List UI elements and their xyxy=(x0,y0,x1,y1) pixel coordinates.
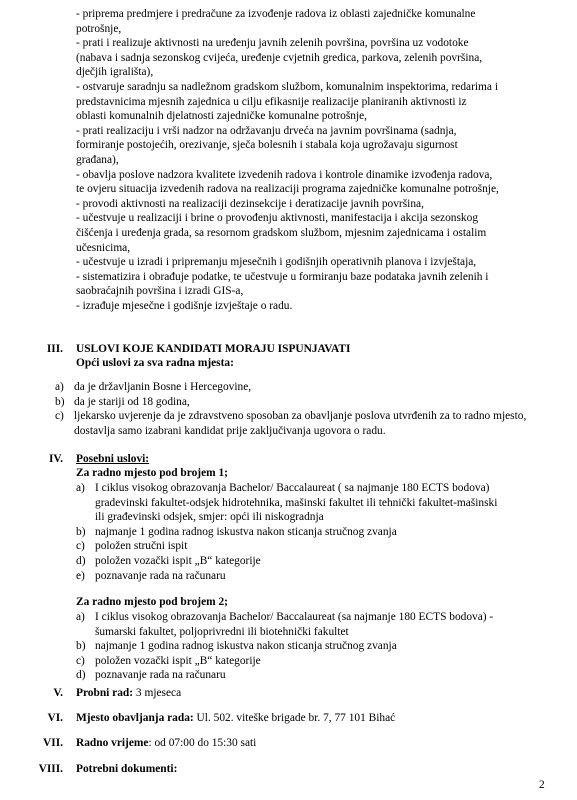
duty-item xyxy=(76,7,556,36)
duties-list xyxy=(76,7,556,313)
list-item-text xyxy=(74,395,190,410)
duty-line: dječjih igrališta), xyxy=(76,66,154,79)
list-item-label: d) xyxy=(76,554,86,567)
duty-line: formiranje postojećih, orezivanje, sječa bolesnih i stabala koja ugrožavaju sigurnost xyxy=(76,139,458,152)
working-hours-value: : od 07:00 do 15:30 sati xyxy=(148,737,257,749)
section-6-number: VI. xyxy=(47,712,63,724)
list-item-text xyxy=(74,380,251,395)
list-item-line: najmanje 1 godina radnog iskustva nakon sticanja stručnog zvanja xyxy=(95,640,397,653)
duty-item xyxy=(76,36,556,80)
list-item-line: dostavlja samo izabrani kandidat prije zaključivanja ugovora o radu. xyxy=(74,424,386,437)
duty-item xyxy=(76,124,556,168)
list-item-label: b) xyxy=(76,525,86,538)
list-item-line: poznavanje rada na računaru xyxy=(95,669,226,682)
duty-item xyxy=(76,270,556,299)
list-item-text xyxy=(95,525,397,540)
list-item-line: najmanje 1 godina radnog iskustva nakon sticanja stručnog zvanja xyxy=(95,525,397,538)
section-3-number: III. xyxy=(46,343,63,355)
duty-line: potrošnje, xyxy=(76,22,122,35)
list-item-label: a) xyxy=(55,381,64,393)
section-7-text xyxy=(76,736,256,751)
duty-line: - obavlja poslove nadzora kvalitete izvedenih radova i kontrole dinamike izvođenja radova, xyxy=(76,168,493,181)
duty-line: - izrađuje mjesečne i godišnje izvještaje o radu. xyxy=(76,299,293,312)
list-item-text xyxy=(95,654,261,669)
job-1-conditions-list xyxy=(76,481,497,583)
list-item-line: da je državljanin Bosne i Hercegovine, xyxy=(74,381,252,393)
list-item xyxy=(76,639,493,654)
section-3-title: USLOVI KOJE KANDIDATI MORAJU ISPUNJAVATI xyxy=(76,343,351,355)
duty-line: čišćenja i uređenja grada, sa resornom gradskom službom, mjesnim zajednicama i ostalim xyxy=(76,226,487,239)
list-item-line: šumarski fakultet, poljoprivredni ili biotehnički fakultet xyxy=(95,625,349,638)
general-conditions-list xyxy=(55,380,526,438)
list-item-label: c) xyxy=(76,654,85,667)
duty-item xyxy=(76,299,556,314)
duty-item xyxy=(76,255,556,270)
section-5-text xyxy=(76,686,181,701)
list-item-text xyxy=(95,668,226,683)
duty-line: - pripremа predmjere i predračune za izvođenje radova iz oblasti zajedničke komunalne xyxy=(76,8,476,20)
list-item xyxy=(76,525,497,540)
list-item-line: I ciklus visokog obrazovanja Bachelor/ Baccalaureat ( sa najmanje 180 ECTS bodova) xyxy=(95,482,490,494)
duty-line: - ostvaruje saradnju sa nadležnom gradskom službom, komunalnim inspektorima, redarima i xyxy=(76,80,498,93)
list-item-label: b) xyxy=(76,640,86,653)
list-item-line: položen vozački ispit „B“ kategorije xyxy=(95,654,261,667)
list-item xyxy=(55,409,526,438)
list-item xyxy=(76,610,493,639)
duty-line: - provodi aktivnosti na realizaciji dezinsekcije i deratizacije javnih površina, xyxy=(76,197,424,210)
duty-item xyxy=(76,80,556,124)
list-item-label: c) xyxy=(55,410,64,423)
working-hours-label: Radno vrijeme xyxy=(76,737,149,749)
list-item xyxy=(76,654,493,669)
job-1-title: Za radno mjesto pod brojem 1; xyxy=(76,467,228,479)
list-item-text xyxy=(95,639,397,654)
list-item xyxy=(55,395,526,410)
duty-line: te ovjeru situacija izvedenih radova na realizaciji programa zajedničke komunalne potrošnje, xyxy=(76,183,499,196)
duty-line: oblasti komunalnih djelatnosti zajedničke komunalne potrošnje, xyxy=(76,110,368,123)
duty-item xyxy=(76,197,556,212)
list-item xyxy=(76,554,497,569)
list-item xyxy=(76,668,493,683)
duty-item xyxy=(76,211,556,255)
job-2-title: Za radno mjesto pod brojem 2; xyxy=(76,596,228,608)
page-number: 2 xyxy=(539,779,545,791)
section-8-number: VIII. xyxy=(38,763,63,775)
list-item-text xyxy=(95,481,497,525)
probation-label: Probni rad: xyxy=(76,687,134,699)
list-item-line: da je stariji od 18 godina, xyxy=(74,395,190,408)
duty-line: - učestvuje u izradi i pripremanju mjesečnih i godišnjih operativnih planova i izvještaja, xyxy=(76,256,477,269)
list-item-text xyxy=(95,610,493,639)
section-3-subtitle: Opći uslovi za sva radna mjesta: xyxy=(76,357,234,369)
work-location-value: Ul. 502. viteške brigade br. 7, 77 101 Bihać xyxy=(193,712,396,724)
required-documents-label: Potrebni dokumenti: xyxy=(76,763,178,775)
duty-line: (nabava i sadnja sezonskog cvijeća, uređenje cvjetnih gredica, parkova, zelenih površina, xyxy=(76,51,483,64)
list-item-text xyxy=(95,569,226,584)
duty-line: građana), xyxy=(76,153,119,166)
duty-line: saobraćajnih površina i izradi GIS-a, xyxy=(76,285,244,298)
list-item-label: a) xyxy=(76,611,85,623)
section-4-number: IV. xyxy=(48,453,63,465)
list-item-label: b) xyxy=(55,395,65,408)
section-4-title: Posebni uslovi: xyxy=(76,453,150,465)
list-item xyxy=(76,481,497,525)
job-2-conditions-list xyxy=(76,610,493,683)
list-item xyxy=(76,539,497,554)
list-item-line: poznavanje rada na računaru xyxy=(95,569,226,582)
duty-line: - prati realizaciju i vrši nadzor na održavanju drveća na javnim površinama (sadnja, xyxy=(76,124,457,137)
duty-item xyxy=(76,168,556,197)
section-7-number: VII. xyxy=(43,737,63,749)
list-item-line: ljekarsko uvjerenje da je zdravstveno sposoban za obavljanje poslova utvrđenih za to radno mjesto, xyxy=(74,410,527,423)
duty-line: učesnicima, xyxy=(76,241,131,254)
list-item-label: d) xyxy=(76,669,86,682)
list-item-line: ili građevinski odsjek, smjer: opći ili niskogradnja xyxy=(95,511,324,524)
list-item xyxy=(55,380,526,395)
work-location-label: Mjesto obavljanja rada: xyxy=(76,712,194,724)
list-item-line: položen vozački ispit „B“ kategorije xyxy=(95,554,261,567)
list-item-line: gradevinski fakultet-odsjek hidrotehnika, mašinski fakultet ili tehnički fakultet-mašinski xyxy=(95,496,498,509)
list-item-label: e) xyxy=(76,569,85,582)
section-5-number: V. xyxy=(53,687,63,699)
list-item-line: položen stručni ispit xyxy=(95,540,188,553)
duty-line: - učestvuje u realizaciji i brine o provođenju aktivnosti, manifestacija i akcija sezonskog xyxy=(76,212,479,225)
list-item-label: a) xyxy=(76,482,85,494)
duty-line: predstavnicima mjesnih zajednica u cilju efikasnije realizacije planiranih aktivnosti iz xyxy=(76,95,467,108)
duty-line: - sistematizira i obrađuje podatke, te učestvuje u formiranju baze podataka javnih zelenih i xyxy=(76,270,489,283)
section-6-text xyxy=(76,711,395,726)
list-item-line: I ciklus visokog obrazovanja Bachelor/ Baccalaureat (sa najmanje 180 ECTS bodova) - xyxy=(95,611,494,623)
list-item-text xyxy=(95,539,187,554)
list-item xyxy=(76,569,497,584)
list-item-label: c) xyxy=(76,540,85,553)
list-item-text xyxy=(95,554,261,569)
duty-line: - prati i realizuje aktivnosti na uređenju javnih zelenih površina, površina uz vodotoke xyxy=(76,37,469,50)
probation-value: 3 mjeseca xyxy=(133,687,182,699)
list-item-text xyxy=(74,409,526,438)
